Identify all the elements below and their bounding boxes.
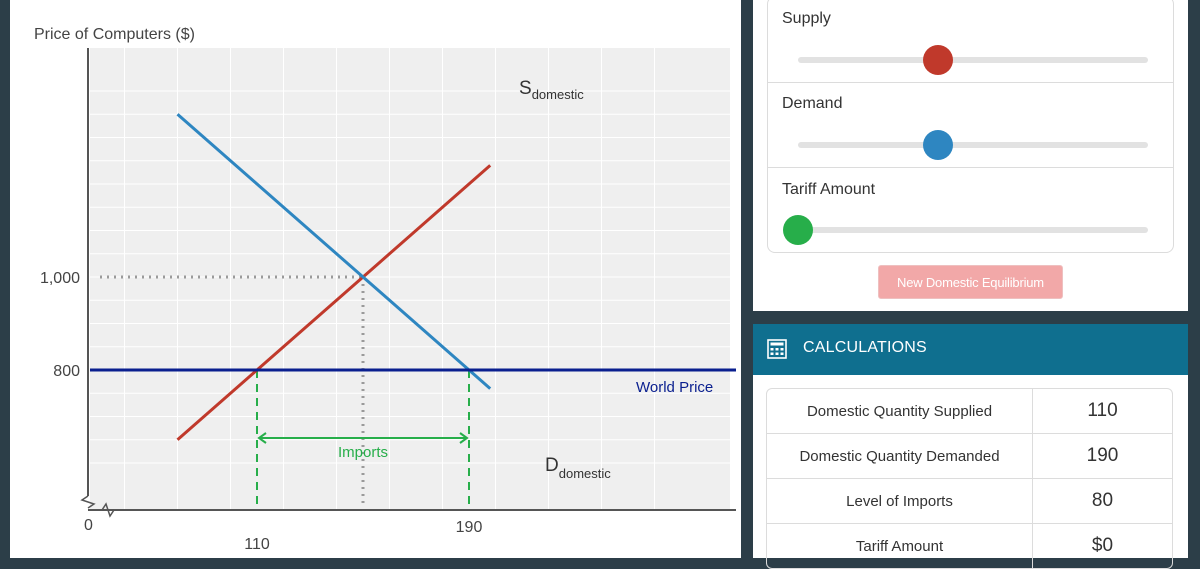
calc-label: Domestic Quantity Demanded [767,434,1033,478]
calc-value: 80 [1091,490,1114,511]
divider [768,82,1173,83]
calculations-title: CALCULATIONS [803,339,927,356]
plot-background [90,48,730,510]
chart-panel [10,0,741,558]
supply-slider-track[interactable] [798,57,1148,63]
calc-label: Level of Imports [767,479,1033,523]
tariff-slider-thumb[interactable] [783,215,813,245]
y-axis-title: Price of Computers ($) [34,26,195,43]
demand-slider-track[interactable] [798,142,1148,148]
calculations-header [753,324,1188,375]
y-tick-800: 800 [53,363,80,380]
new-domestic-equilibrium-button[interactable]: New Domestic Equilibrium [878,265,1063,299]
calculator-icon [767,339,787,359]
calc-value: 190 [1086,445,1119,466]
demand-slider-thumb[interactable] [923,130,953,160]
calc-value: $0 [1091,535,1114,556]
table-row [767,389,1172,434]
calc-value: 110 [1087,400,1118,421]
supply-slider-label: Supply [782,10,831,27]
table-row [767,524,1172,568]
calc-label: Domestic Quantity Supplied [767,389,1033,433]
supply-curve-label: $S_{domestic}$ [519,78,584,102]
calc-label: Tariff Amount [767,524,1033,568]
world-price-label: World Price [636,379,714,396]
table-row [767,479,1172,524]
imports-label: Imports [337,444,389,461]
x-tick-190: 190 [455,519,483,536]
tariff-slider-label: Tariff Amount [782,181,876,198]
x-tick-0: 0 [84,517,93,534]
table-row [767,434,1172,479]
demand-slider-label: Demand [782,95,843,112]
calculations-panel [753,375,1188,558]
slider-card [767,0,1174,253]
divider [768,167,1173,168]
x-tick-110: 110 [244,536,270,553]
supply-demand-chart [10,0,741,558]
demand-curve-label: $D_{domestic}$ [545,455,611,481]
y-tick-1000: 1,000 [39,270,80,287]
calculations-table [766,388,1173,569]
controls-panel [753,0,1188,311]
supply-slider-thumb[interactable] [923,45,953,75]
tariff-slider-track[interactable] [798,227,1148,233]
